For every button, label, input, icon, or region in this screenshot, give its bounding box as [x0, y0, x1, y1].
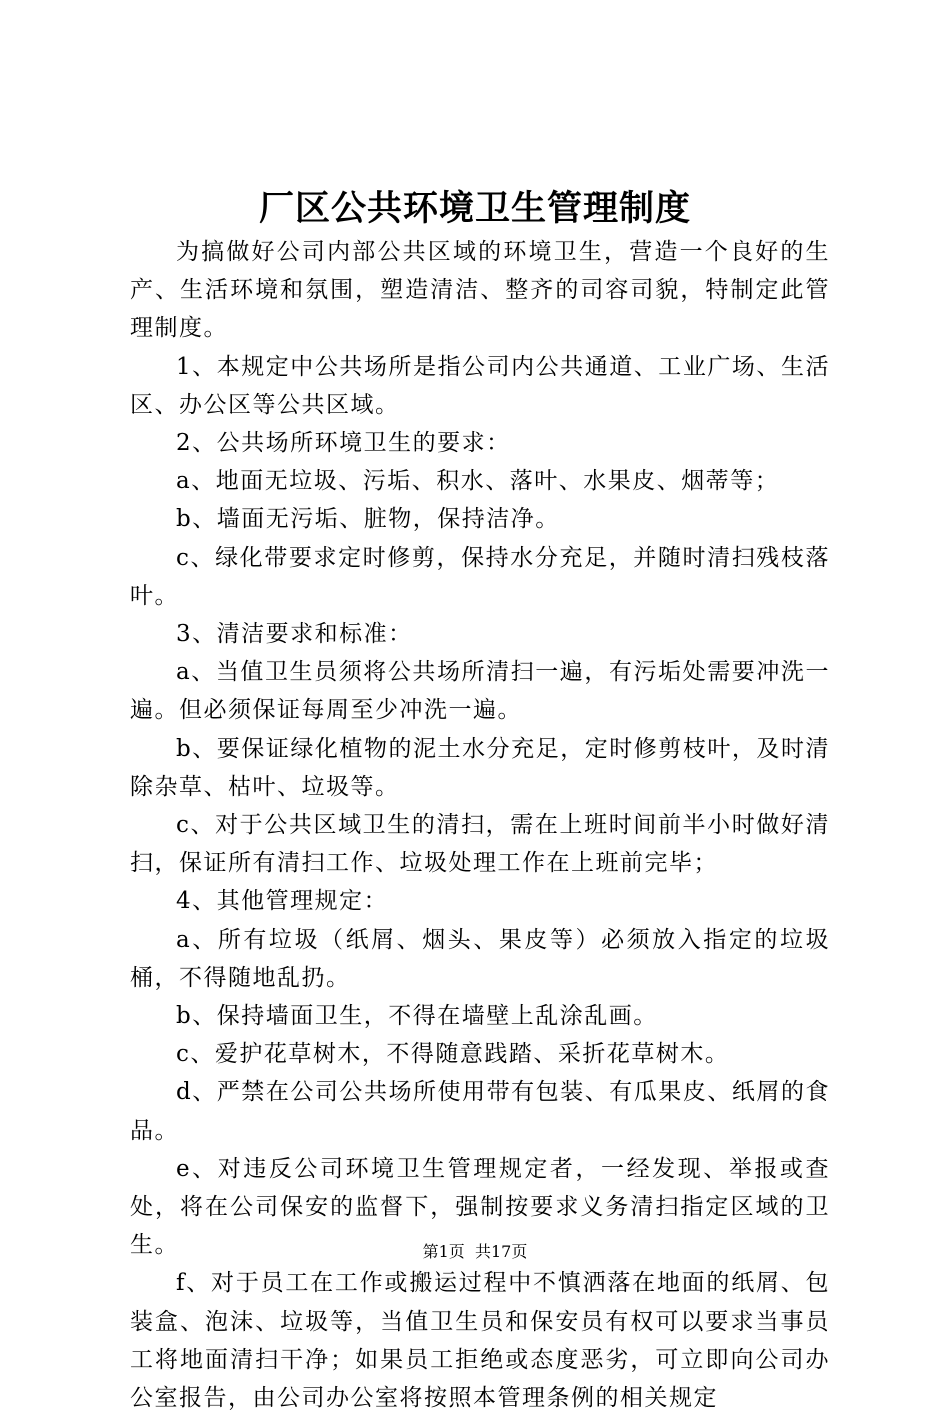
paragraph-item-2a: a、地面无垃圾、污垢、积水、落叶、水果皮、烟蒂等； — [176, 468, 780, 495]
paragraph-item-3c: c、对于公共区域卫生的清扫，需在上班时间前半小时做好清扫，保证所有清扫工作、垃圾处理工作在上班前完毕； — [130, 812, 830, 877]
paragraph-item-1: 1、本规定中公共场所是指公司内公共通道、工业广场、生活区、办公区等公共区域。 — [130, 353, 830, 418]
page-total: 共17页 — [474, 1242, 528, 1261]
paragraph-item-4a: a、所有垃圾（纸屑、烟头、果皮等）必须放入指定的垃圾桶，不得随地乱扔。 — [130, 926, 830, 991]
page-footer — [0, 1241, 950, 1263]
paragraph-item-4d: d、严禁在公司公共场所使用带有包装、有瓜果皮、纸屑的食品。 — [130, 1079, 830, 1144]
paragraph-item-4f: f、对于员工在工作或搬运过程中不慎洒落在地面的纸屑、包装盒、泡沫、垃圾等，当值卫生员和保安员有权可以要求当事员工将地面清扫干净；如果员工拒绝或态度恶劣，可立即向公司办公室报告，由公司办公室将按照本管理条例的相关规定 — [130, 1270, 830, 1412]
paragraph-item-4e: e、对违反公司环境卫生管理规定者，一经发现、举报或查处，将在公司保安的监督下，强制按要求义务清扫指定区域的卫生。 — [130, 1155, 830, 1259]
paragraph-item-2c: c、绿化带要求定时修剪，保持水分充足，并随时清扫残枝落叶。 — [130, 544, 830, 609]
paragraph-item-3a: a、当值卫生员须将公共场所清扫一遍，有污垢处需要冲洗一遍。但必须保证每周至少冲洗一遍。 — [130, 659, 830, 724]
paragraph-item-4: 4、其他管理规定： — [176, 888, 389, 915]
page-number: 第1页 — [422, 1242, 465, 1261]
paragraph-item-4c: c、爱护花草树木，不得随意践踏、采折花草树木。 — [176, 1041, 730, 1068]
paragraph-item-3b: b、要保证绿化植物的泥土水分充足，定时修剪枝叶，及时清除杂草、枯叶、垃圾等。 — [130, 735, 830, 800]
paragraph-item-4b: b、保持墙面卫生，不得在墙壁上乱涂乱画。 — [176, 1003, 658, 1030]
paragraph-item-2b: b、墙面无污垢、脏物，保持洁净。 — [176, 506, 560, 533]
paragraph-item-2: 2、公共场所环境卫生的要求： — [176, 430, 511, 457]
paragraph-intro: 为搞做好公司内部公共区域的环境卫生，营造一个良好的生产、生活环境和氛围，塑造清洁、整齐的司容司貌，特制定此管理制度。 — [130, 239, 830, 342]
paragraph-item-3: 3、清洁要求和标准： — [176, 621, 413, 648]
document-title: 厂区公共环境卫生管理制度 — [258, 188, 691, 229]
document-body — [130, 233, 830, 1417]
